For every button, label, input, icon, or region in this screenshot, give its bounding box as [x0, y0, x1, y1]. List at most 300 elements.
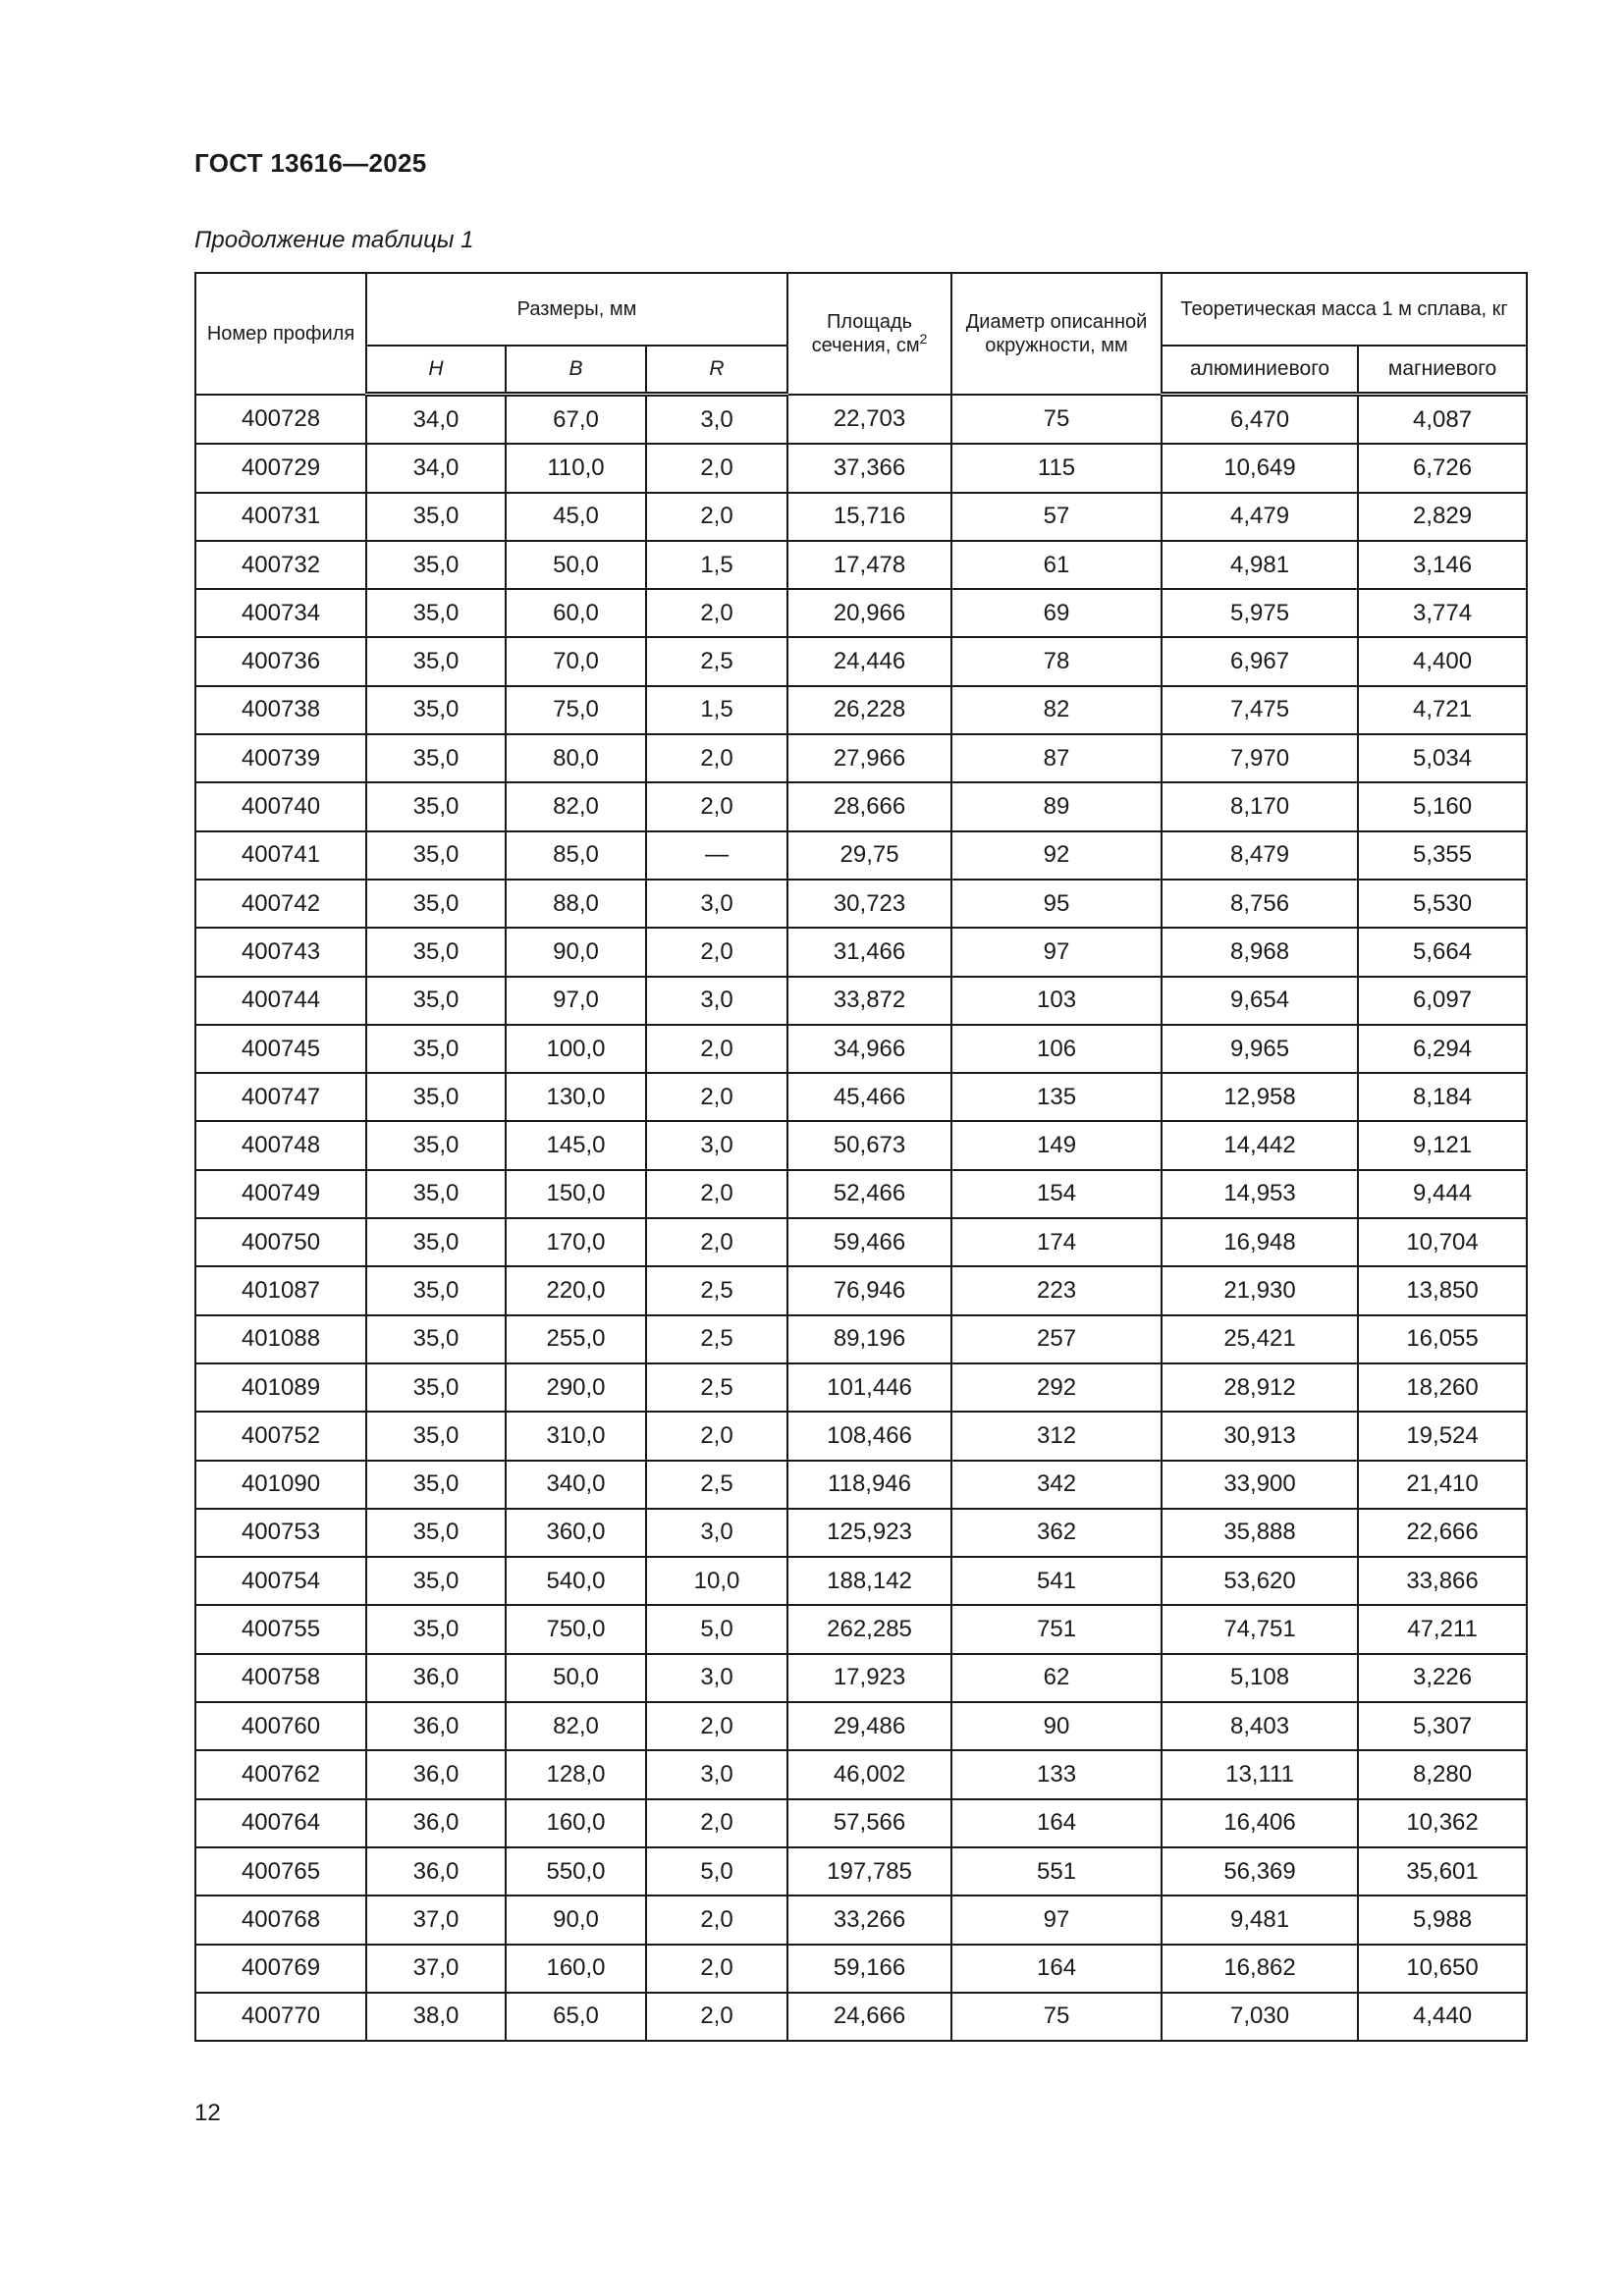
h-cell: 35,0 [366, 686, 506, 734]
r-cell: 2,0 [646, 734, 787, 782]
h-cell: 35,0 [366, 1025, 506, 1073]
area-cell: 108,466 [787, 1412, 951, 1460]
b-cell: 90,0 [506, 1896, 646, 1944]
r-cell: 2,0 [646, 1412, 787, 1460]
header-diameter: Диаметр описанной окружности, мм [951, 273, 1162, 395]
magnesium-mass-cell: 22,666 [1358, 1509, 1527, 1557]
table-row [195, 1025, 1527, 1073]
profile-number-cell: 400764 [195, 1799, 366, 1847]
area-cell: 29,486 [787, 1702, 951, 1750]
table-row [195, 1266, 1527, 1314]
b-cell: 67,0 [506, 395, 646, 445]
r-cell: 2,5 [646, 637, 787, 685]
aluminium-mass-cell: 74,751 [1162, 1605, 1358, 1653]
diameter-cell: 75 [951, 395, 1162, 445]
area-cell: 197,785 [787, 1847, 951, 1896]
r-cell: 2,0 [646, 1170, 787, 1218]
magnesium-mass-cell: 4,087 [1358, 395, 1527, 445]
area-cell: 46,002 [787, 1750, 951, 1798]
table-row [195, 637, 1527, 685]
header-profile-number: Номер профиля [195, 273, 366, 395]
aluminium-mass-cell: 8,403 [1162, 1702, 1358, 1750]
r-cell: 3,0 [646, 1750, 787, 1798]
header-area [787, 273, 951, 395]
b-cell: 82,0 [506, 1702, 646, 1750]
area-cell: 24,666 [787, 1993, 951, 2041]
magnesium-mass-cell: 9,444 [1358, 1170, 1527, 1218]
diameter-cell: 61 [951, 541, 1162, 589]
diameter-cell: 97 [951, 1896, 1162, 1944]
aluminium-mass-cell: 8,479 [1162, 831, 1358, 880]
b-cell: 50,0 [506, 541, 646, 589]
header-area-superscript: 2 [919, 330, 928, 347]
h-cell: 35,0 [366, 1073, 506, 1121]
aluminium-mass-cell: 6,967 [1162, 637, 1358, 685]
aluminium-mass-cell: 14,442 [1162, 1121, 1358, 1169]
profile-number-cell: 400765 [195, 1847, 366, 1896]
r-cell: 2,0 [646, 1218, 787, 1266]
diameter-cell: 154 [951, 1170, 1162, 1218]
r-cell: — [646, 831, 787, 880]
aluminium-mass-cell: 5,975 [1162, 589, 1358, 637]
b-cell: 340,0 [506, 1461, 646, 1509]
b-cell: 290,0 [506, 1363, 646, 1412]
profile-number-cell: 400750 [195, 1218, 366, 1266]
aluminium-mass-cell: 16,406 [1162, 1799, 1358, 1847]
b-cell: 110,0 [506, 444, 646, 492]
table-row [195, 1363, 1527, 1412]
magnesium-mass-cell: 5,160 [1358, 782, 1527, 830]
table-row [195, 395, 1527, 445]
h-cell: 36,0 [366, 1702, 506, 1750]
magnesium-mass-cell: 19,524 [1358, 1412, 1527, 1460]
table-row [195, 1557, 1527, 1605]
profile-number-cell: 400760 [195, 1702, 366, 1750]
r-cell: 1,5 [646, 541, 787, 589]
diameter-cell: 541 [951, 1557, 1162, 1605]
area-cell: 27,966 [787, 734, 951, 782]
header-aluminium: алюминиевого [1162, 346, 1358, 395]
table-row [195, 1509, 1527, 1557]
magnesium-mass-cell: 4,440 [1358, 1993, 1527, 2041]
area-cell: 118,946 [787, 1461, 951, 1509]
area-cell: 17,478 [787, 541, 951, 589]
header-area-label: Площадь сечения, см [811, 310, 920, 356]
magnesium-mass-cell: 9,121 [1358, 1121, 1527, 1169]
table-row [195, 444, 1527, 492]
magnesium-mass-cell: 35,601 [1358, 1847, 1527, 1896]
h-cell: 35,0 [366, 880, 506, 928]
h-cell: 36,0 [366, 1799, 506, 1847]
b-cell: 88,0 [506, 880, 646, 928]
b-cell: 90,0 [506, 928, 646, 976]
magnesium-mass-cell: 47,211 [1358, 1605, 1527, 1653]
magnesium-mass-cell: 18,260 [1358, 1363, 1527, 1412]
profile-number-cell: 401089 [195, 1363, 366, 1412]
table-caption: Продолжение таблицы 1 [194, 227, 474, 253]
r-cell: 2,0 [646, 928, 787, 976]
diameter-cell: 292 [951, 1363, 1162, 1412]
b-cell: 45,0 [506, 493, 646, 541]
r-cell: 10,0 [646, 1557, 787, 1605]
profile-number-cell: 400749 [195, 1170, 366, 1218]
magnesium-mass-cell: 33,866 [1358, 1557, 1527, 1605]
b-cell: 70,0 [506, 637, 646, 685]
r-cell: 3,0 [646, 880, 787, 928]
aluminium-mass-cell: 7,970 [1162, 734, 1358, 782]
r-cell: 2,0 [646, 1073, 787, 1121]
profile-number-cell: 400758 [195, 1654, 366, 1702]
h-cell: 36,0 [366, 1654, 506, 1702]
h-cell: 35,0 [366, 589, 506, 637]
h-cell: 35,0 [366, 1605, 506, 1653]
magnesium-mass-cell: 13,850 [1358, 1266, 1527, 1314]
magnesium-mass-cell: 4,400 [1358, 637, 1527, 685]
h-cell: 37,0 [366, 1896, 506, 1944]
diameter-cell: 135 [951, 1073, 1162, 1121]
magnesium-mass-cell: 5,530 [1358, 880, 1527, 928]
h-cell: 37,0 [366, 1945, 506, 1993]
r-cell: 2,0 [646, 1993, 787, 2041]
diameter-cell: 87 [951, 734, 1162, 782]
area-cell: 45,466 [787, 1073, 951, 1121]
diameter-cell: 133 [951, 1750, 1162, 1798]
magnesium-mass-cell: 8,184 [1358, 1073, 1527, 1121]
diameter-cell: 62 [951, 1654, 1162, 1702]
area-cell: 101,446 [787, 1363, 951, 1412]
area-cell: 29,75 [787, 831, 951, 880]
diameter-cell: 78 [951, 637, 1162, 685]
diameter-cell: 92 [951, 831, 1162, 880]
area-cell: 57,566 [787, 1799, 951, 1847]
r-cell: 2,5 [646, 1266, 787, 1314]
table-row [195, 1847, 1527, 1896]
table-row [195, 880, 1527, 928]
profile-number-cell: 400736 [195, 637, 366, 685]
magnesium-mass-cell: 4,721 [1358, 686, 1527, 734]
profile-number-cell: 400729 [195, 444, 366, 492]
r-cell: 3,0 [646, 1121, 787, 1169]
magnesium-mass-cell: 3,774 [1358, 589, 1527, 637]
aluminium-mass-cell: 4,981 [1162, 541, 1358, 589]
h-cell: 35,0 [366, 782, 506, 830]
b-cell: 130,0 [506, 1073, 646, 1121]
aluminium-mass-cell: 8,170 [1162, 782, 1358, 830]
area-cell: 20,966 [787, 589, 951, 637]
aluminium-mass-cell: 16,948 [1162, 1218, 1358, 1266]
aluminium-mass-cell: 9,654 [1162, 977, 1358, 1025]
profile-number-cell: 401090 [195, 1461, 366, 1509]
b-cell: 220,0 [506, 1266, 646, 1314]
profile-number-cell: 400755 [195, 1605, 366, 1653]
area-cell: 33,872 [787, 977, 951, 1025]
document-title: ГОСТ 13616—2025 [194, 148, 427, 178]
r-cell: 3,0 [646, 1654, 787, 1702]
r-cell: 3,0 [646, 977, 787, 1025]
h-cell: 35,0 [366, 1363, 506, 1412]
magnesium-mass-cell: 5,664 [1358, 928, 1527, 976]
profile-number-cell: 400752 [195, 1412, 366, 1460]
diameter-cell: 75 [951, 1993, 1162, 2041]
table-row [195, 1799, 1527, 1847]
h-cell: 35,0 [366, 1509, 506, 1557]
b-cell: 310,0 [506, 1412, 646, 1460]
diameter-cell: 89 [951, 782, 1162, 830]
area-cell: 28,666 [787, 782, 951, 830]
magnesium-mass-cell: 10,362 [1358, 1799, 1527, 1847]
table-row [195, 1702, 1527, 1750]
area-cell: 17,923 [787, 1654, 951, 1702]
h-cell: 35,0 [366, 1461, 506, 1509]
diameter-cell: 164 [951, 1799, 1162, 1847]
diameter-cell: 69 [951, 589, 1162, 637]
aluminium-mass-cell: 8,756 [1162, 880, 1358, 928]
r-cell: 2,5 [646, 1461, 787, 1509]
profile-number-cell: 400745 [195, 1025, 366, 1073]
h-cell: 35,0 [366, 1557, 506, 1605]
magnesium-mass-cell: 8,280 [1358, 1750, 1527, 1798]
profile-number-cell: 400742 [195, 880, 366, 928]
diameter-cell: 342 [951, 1461, 1162, 1509]
diameter-cell: 97 [951, 928, 1162, 976]
b-cell: 100,0 [506, 1025, 646, 1073]
header-theoretical-mass: Теоретическая масса 1 м сплава, кг [1162, 273, 1527, 346]
r-cell: 3,0 [646, 1509, 787, 1557]
aluminium-mass-cell: 13,111 [1162, 1750, 1358, 1798]
table-row [195, 1121, 1527, 1169]
profile-number-cell: 400747 [195, 1073, 366, 1121]
aluminium-mass-cell: 16,862 [1162, 1945, 1358, 1993]
b-cell: 750,0 [506, 1605, 646, 1653]
area-cell: 89,196 [787, 1315, 951, 1363]
diameter-cell: 95 [951, 880, 1162, 928]
aluminium-mass-cell: 6,470 [1162, 395, 1358, 445]
table-row [195, 1896, 1527, 1944]
aluminium-mass-cell: 56,369 [1162, 1847, 1358, 1896]
h-cell: 35,0 [366, 541, 506, 589]
diameter-cell: 257 [951, 1315, 1162, 1363]
b-cell: 360,0 [506, 1509, 646, 1557]
magnesium-mass-cell: 5,988 [1358, 1896, 1527, 1944]
aluminium-mass-cell: 21,930 [1162, 1266, 1358, 1314]
area-cell: 76,946 [787, 1266, 951, 1314]
h-cell: 35,0 [366, 1266, 506, 1314]
aluminium-mass-cell: 10,649 [1162, 444, 1358, 492]
h-cell: 36,0 [366, 1750, 506, 1798]
diameter-cell: 551 [951, 1847, 1162, 1896]
diameter-cell: 751 [951, 1605, 1162, 1653]
area-cell: 262,285 [787, 1605, 951, 1653]
h-cell: 35,0 [366, 637, 506, 685]
magnesium-mass-cell: 3,226 [1358, 1654, 1527, 1702]
diameter-cell: 362 [951, 1509, 1162, 1557]
r-cell: 5,0 [646, 1847, 787, 1896]
b-cell: 150,0 [506, 1170, 646, 1218]
diameter-cell: 164 [951, 1945, 1162, 1993]
table-row [195, 1315, 1527, 1363]
b-cell: 97,0 [506, 977, 646, 1025]
magnesium-mass-cell: 5,034 [1358, 734, 1527, 782]
aluminium-mass-cell: 28,912 [1162, 1363, 1358, 1412]
magnesium-mass-cell: 10,704 [1358, 1218, 1527, 1266]
h-cell: 35,0 [366, 831, 506, 880]
b-cell: 145,0 [506, 1121, 646, 1169]
b-cell: 160,0 [506, 1799, 646, 1847]
b-cell: 80,0 [506, 734, 646, 782]
area-cell: 188,142 [787, 1557, 951, 1605]
profile-number-cell: 400744 [195, 977, 366, 1025]
profile-number-cell: 401087 [195, 1266, 366, 1314]
h-cell: 35,0 [366, 928, 506, 976]
b-cell: 75,0 [506, 686, 646, 734]
magnesium-mass-cell: 6,097 [1358, 977, 1527, 1025]
r-cell: 2,5 [646, 1363, 787, 1412]
area-cell: 22,703 [787, 395, 951, 445]
table-row [195, 831, 1527, 880]
area-cell: 31,466 [787, 928, 951, 976]
profile-number-cell: 400740 [195, 782, 366, 830]
area-cell: 37,366 [787, 444, 951, 492]
aluminium-mass-cell: 4,479 [1162, 493, 1358, 541]
r-cell: 2,0 [646, 1896, 787, 1944]
area-cell: 33,266 [787, 1896, 951, 1944]
aluminium-mass-cell: 9,965 [1162, 1025, 1358, 1073]
magnesium-mass-cell: 5,355 [1358, 831, 1527, 880]
b-cell: 65,0 [506, 1993, 646, 2041]
table-row [195, 1170, 1527, 1218]
profile-number-cell: 400748 [195, 1121, 366, 1169]
b-cell: 128,0 [506, 1750, 646, 1798]
aluminium-mass-cell: 35,888 [1162, 1509, 1358, 1557]
diameter-cell: 57 [951, 493, 1162, 541]
aluminium-mass-cell: 33,900 [1162, 1461, 1358, 1509]
profile-number-cell: 400741 [195, 831, 366, 880]
h-cell: 34,0 [366, 395, 506, 445]
h-cell: 35,0 [366, 734, 506, 782]
aluminium-mass-cell: 14,953 [1162, 1170, 1358, 1218]
aluminium-mass-cell: 7,475 [1162, 686, 1358, 734]
profile-number-cell: 400738 [195, 686, 366, 734]
aluminium-mass-cell: 30,913 [1162, 1412, 1358, 1460]
area-cell: 59,466 [787, 1218, 951, 1266]
r-cell: 2,0 [646, 589, 787, 637]
magnesium-mass-cell: 3,146 [1358, 541, 1527, 589]
magnesium-mass-cell: 6,294 [1358, 1025, 1527, 1073]
r-cell: 2,5 [646, 1315, 787, 1363]
diameter-cell: 106 [951, 1025, 1162, 1073]
page-number: 12 [194, 2100, 221, 2126]
table-row [195, 1605, 1527, 1653]
diameter-cell: 103 [951, 977, 1162, 1025]
area-cell: 34,966 [787, 1025, 951, 1073]
table-row [195, 782, 1527, 830]
aluminium-mass-cell: 12,958 [1162, 1073, 1358, 1121]
table-row [195, 1073, 1527, 1121]
r-cell: 1,5 [646, 686, 787, 734]
b-cell: 170,0 [506, 1218, 646, 1266]
b-cell: 85,0 [506, 831, 646, 880]
h-cell: 34,0 [366, 444, 506, 492]
b-cell: 255,0 [506, 1315, 646, 1363]
profile-number-cell: 400754 [195, 1557, 366, 1605]
table-row [195, 928, 1527, 976]
r-cell: 2,0 [646, 493, 787, 541]
h-cell: 35,0 [366, 1315, 506, 1363]
area-cell: 15,716 [787, 493, 951, 541]
profile-number-cell: 400770 [195, 1993, 366, 2041]
table-row [195, 1461, 1527, 1509]
r-cell: 5,0 [646, 1605, 787, 1653]
r-cell: 2,0 [646, 444, 787, 492]
table-row [195, 1750, 1527, 1798]
magnesium-mass-cell: 2,829 [1358, 493, 1527, 541]
diameter-cell: 149 [951, 1121, 1162, 1169]
diameter-cell: 115 [951, 444, 1162, 492]
table-row [195, 734, 1527, 782]
aluminium-mass-cell: 7,030 [1162, 1993, 1358, 2041]
h-cell: 35,0 [366, 493, 506, 541]
profile-table [194, 272, 1528, 2042]
table-row [195, 1412, 1527, 1460]
b-cell: 60,0 [506, 589, 646, 637]
h-cell: 36,0 [366, 1847, 506, 1896]
r-cell: 3,0 [646, 395, 787, 445]
r-cell: 2,0 [646, 1945, 787, 1993]
table-row [195, 686, 1527, 734]
profile-number-cell: 400753 [195, 1509, 366, 1557]
header-magnesium: магниевого [1358, 346, 1527, 395]
table-row [195, 1654, 1527, 1702]
r-cell: 2,0 [646, 1025, 787, 1073]
h-cell: 35,0 [366, 977, 506, 1025]
profile-number-cell: 400732 [195, 541, 366, 589]
magnesium-mass-cell: 16,055 [1358, 1315, 1527, 1363]
magnesium-mass-cell: 6,726 [1358, 444, 1527, 492]
table-row [195, 589, 1527, 637]
b-cell: 50,0 [506, 1654, 646, 1702]
h-cell: 38,0 [366, 1993, 506, 2041]
table-row [195, 977, 1527, 1025]
h-cell: 35,0 [366, 1218, 506, 1266]
b-cell: 550,0 [506, 1847, 646, 1896]
h-cell: 35,0 [366, 1170, 506, 1218]
aluminium-mass-cell: 25,421 [1162, 1315, 1358, 1363]
diameter-cell: 312 [951, 1412, 1162, 1460]
header-r: R [646, 346, 787, 395]
table-row [195, 1945, 1527, 1993]
profile-number-cell: 400728 [195, 395, 366, 445]
aluminium-mass-cell: 53,620 [1162, 1557, 1358, 1605]
profile-number-cell: 400739 [195, 734, 366, 782]
r-cell: 2,0 [646, 1799, 787, 1847]
profile-number-cell: 400769 [195, 1945, 366, 1993]
diameter-cell: 174 [951, 1218, 1162, 1266]
h-cell: 35,0 [366, 1121, 506, 1169]
diameter-cell: 82 [951, 686, 1162, 734]
table-body [195, 395, 1527, 2042]
b-cell: 160,0 [506, 1945, 646, 1993]
area-cell: 30,723 [787, 880, 951, 928]
area-cell: 125,923 [787, 1509, 951, 1557]
aluminium-mass-cell: 8,968 [1162, 928, 1358, 976]
magnesium-mass-cell: 21,410 [1358, 1461, 1527, 1509]
diameter-cell: 223 [951, 1266, 1162, 1314]
r-cell: 2,0 [646, 782, 787, 830]
profile-number-cell: 400734 [195, 589, 366, 637]
profile-number-cell: 400743 [195, 928, 366, 976]
table-row [195, 493, 1527, 541]
header-h: H [366, 346, 506, 395]
